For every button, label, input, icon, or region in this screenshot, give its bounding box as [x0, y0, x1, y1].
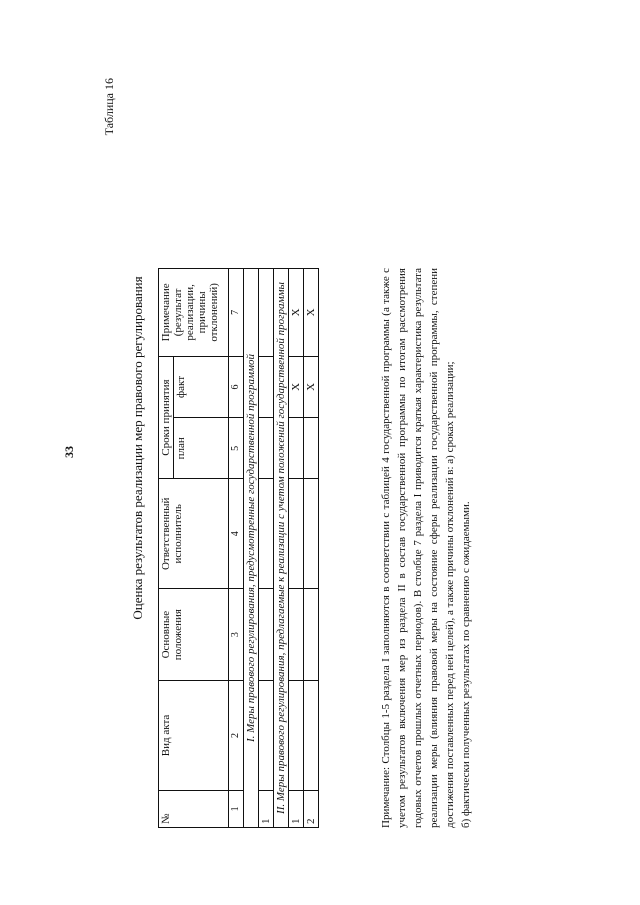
cell [289, 479, 304, 589]
notes [378, 268, 474, 828]
column-number: 4 [229, 479, 244, 589]
cell [259, 681, 274, 791]
header-executor: Ответственный исполнитель [159, 479, 229, 589]
note-paragraph: Примечание: Столбцы 1-5 раздела I заполняются в соответствии с таблицей 4 государственной программы (а также с учетом результатов включения мер из раздела II в состав государственной программы по итогам рассмотрения годовых отчетов прошлых отчетных периодов). В столбце 7 раздела I приводится краткая характеристика результата реализации меры (влияния правовой меры на состояние сферы реализации государственной программы, степени достижения поставленных перед ней целей), а также причины отклонений в: а) сроках реализации; [380, 268, 456, 828]
table-row [259, 269, 274, 828]
row-num: 1 [259, 790, 274, 827]
cell-x: X [304, 356, 319, 417]
cell [259, 479, 274, 589]
header-deadlines: Сроки принятия [159, 356, 174, 479]
row-num: 1 [289, 790, 304, 827]
table-row [289, 269, 304, 828]
table-row [304, 269, 319, 828]
document-title: Оценка результатов реализации мер правового регулирования [130, 276, 145, 620]
column-number: 6 [229, 356, 244, 417]
column-number: 2 [229, 681, 244, 791]
cell [259, 269, 274, 357]
header-num: № [159, 790, 229, 827]
section1-title: I. Меры правового регулирования, предусмотренные государственной программой [244, 269, 259, 828]
note-paragraph: б) фактически полученных результатах по сравнению с ожидаемыми. [460, 501, 472, 828]
column-number: 5 [229, 418, 244, 479]
section2-title: II. Меры правового регулирования, предлагаемые к реализации с учетом положений государственной программы [274, 269, 289, 828]
header-fact: факт [174, 356, 229, 417]
header-plan: план [174, 418, 229, 479]
column-number: 7 [229, 269, 244, 357]
section-row [274, 269, 289, 828]
cell [304, 479, 319, 589]
cell [304, 681, 319, 791]
column-numbers-row [229, 269, 244, 828]
header-remark: Примечание (результат реализации, причины отклонений) [159, 269, 229, 357]
column-number: 3 [229, 589, 244, 681]
cell [304, 589, 319, 681]
cell [259, 356, 274, 417]
cell [304, 418, 319, 479]
document-sheet [0, 8, 600, 888]
column-number: 1 [229, 790, 244, 827]
cell-x: X [289, 269, 304, 357]
legal-measures-table [158, 268, 319, 828]
cell [259, 589, 274, 681]
section-row [244, 269, 259, 828]
cell [289, 589, 304, 681]
header-act-type: Вид акта [159, 681, 229, 791]
page-number: 33 [62, 446, 76, 458]
header-row [159, 269, 174, 828]
header-main-provisions: Основные положения [159, 589, 229, 681]
row-num: 2 [304, 790, 319, 827]
table-label: Таблица 16 [102, 78, 116, 136]
cell-x: X [289, 356, 304, 417]
cell [289, 681, 304, 791]
cell-x: X [304, 269, 319, 357]
cell [259, 418, 274, 479]
cell [289, 418, 304, 479]
